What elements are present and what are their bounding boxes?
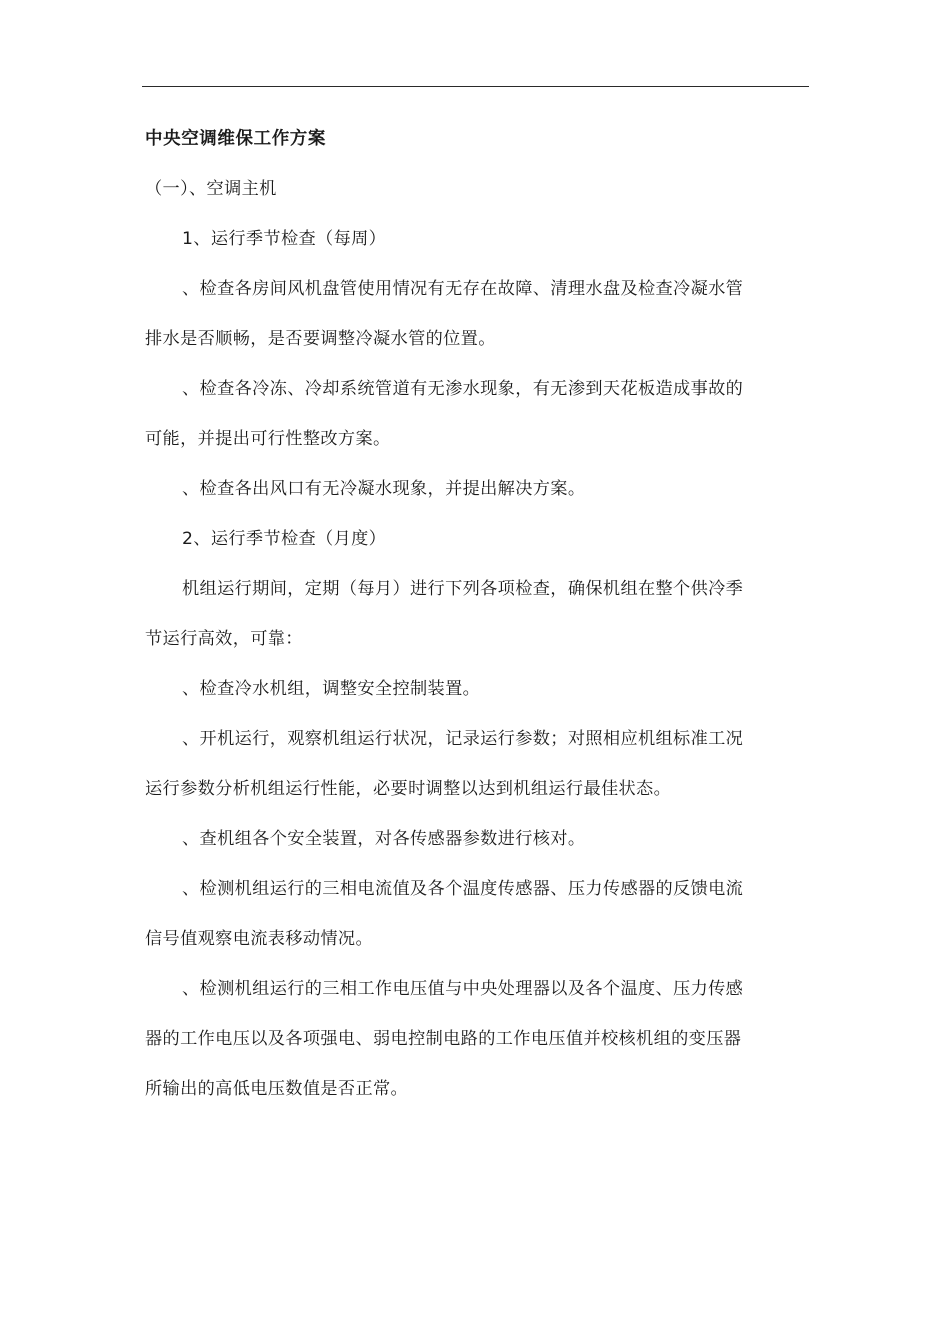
paragraph-line: 运行参数分析机组运行性能，必要时调整以达到机组运行最佳状态。 bbox=[145, 779, 672, 799]
paragraph-line: 、开机运行，观察机组运行状况，记录运行参数；对照相应机组标准工况 bbox=[182, 729, 744, 749]
document-body bbox=[145, 122, 795, 1122]
paragraph-line: 可能，并提出可行性整改方案。 bbox=[145, 429, 391, 449]
header-rule bbox=[142, 86, 809, 87]
paragraph-line: 、检查各房间风机盘管使用情况有无存在故障、清理水盘及检查冷凝水管 bbox=[182, 279, 744, 299]
paragraph-line: 、检查各冷冻、冷却系统管道有无渗水现象，有无渗到天花板造成事故的 bbox=[182, 379, 744, 399]
paragraph-line: 节运行高效，可靠： bbox=[145, 629, 303, 649]
paragraph-line: 所输出的高低电压数值是否正常。 bbox=[145, 1079, 409, 1099]
paragraph-line: 、检测机组运行的三相电流值及各个温度传感器、压力传感器的反馈电流 bbox=[182, 879, 744, 899]
document-title: 中央空调维保工作方案 bbox=[145, 129, 326, 149]
subheading-weekly: 1、运行季节检查（每周） bbox=[182, 229, 387, 249]
paragraph-line: 信号值观察电流表移动情况。 bbox=[145, 929, 373, 949]
paragraph-line: 机组运行期间，定期（每月）进行下列各项检查，确保机组在整个供冷季 bbox=[182, 579, 744, 599]
paragraph-line: 排水是否顺畅，是否要调整冷凝水管的位置。 bbox=[145, 329, 496, 349]
paragraph-line: 、检查各出风口有无冷凝水现象，并提出解决方案。 bbox=[182, 479, 586, 499]
paragraph-line: 、检查冷水机组，调整安全控制装置。 bbox=[182, 679, 481, 699]
section-heading: （一）、空调主机 bbox=[145, 179, 277, 199]
paragraph-line: 、查机组各个安全装置，对各传感器参数进行核对。 bbox=[182, 829, 586, 849]
subheading-monthly: 2、运行季节检查（月度） bbox=[182, 529, 387, 549]
paragraph-line: 、检测机组运行的三相工作电压值与中央处理器以及各个温度、压力传感 bbox=[182, 979, 744, 999]
paragraph-line: 器的工作电压以及各项强电、弱电控制电路的工作电压值并校核机组的变压器 bbox=[145, 1029, 742, 1049]
